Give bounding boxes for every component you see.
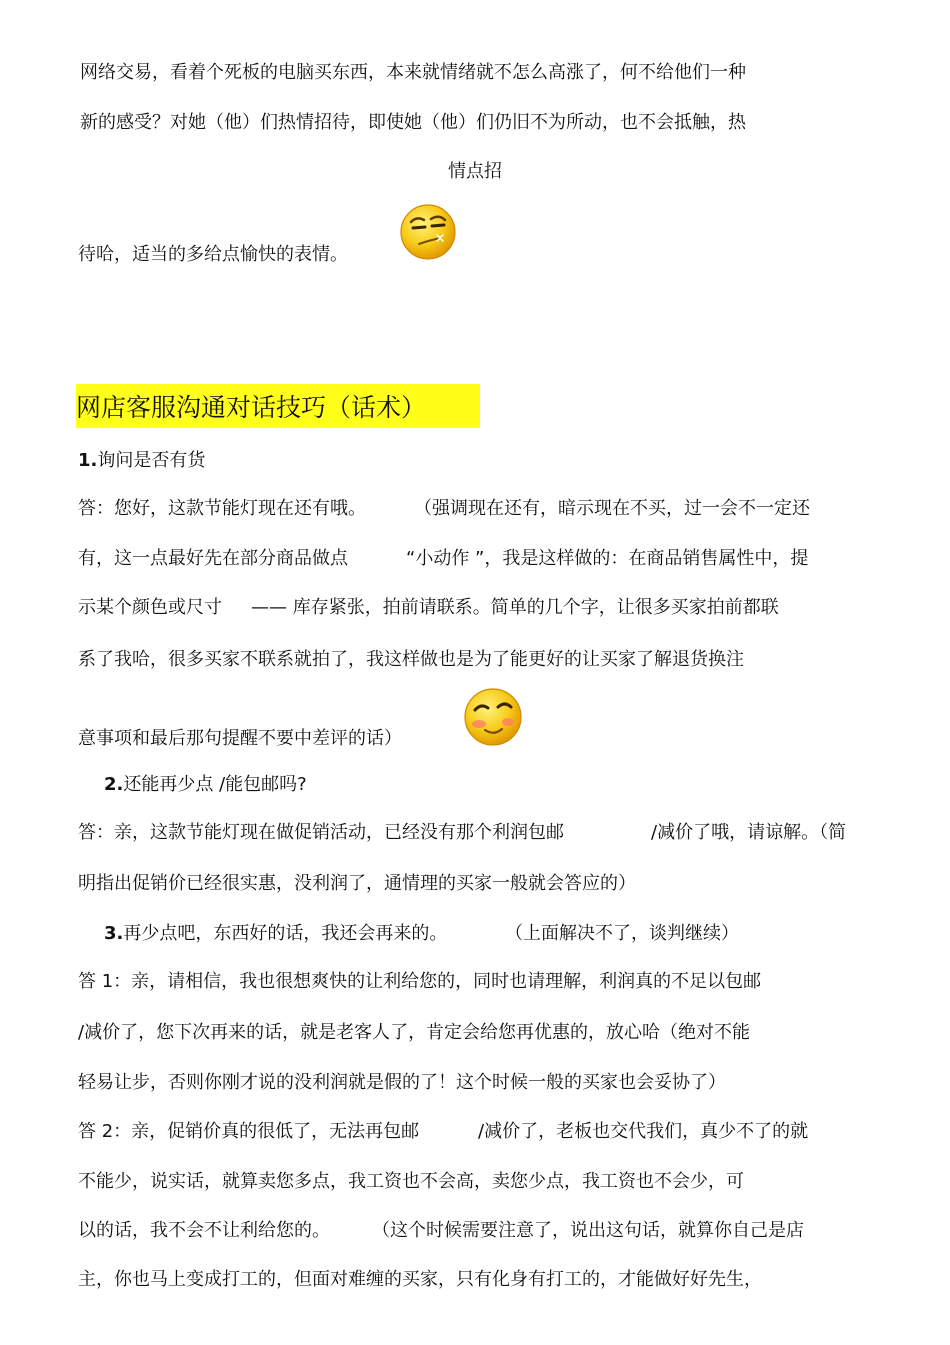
intro-line-2: 新的感受？对她（他）们热情招待，即使她（他）们仍旧不为所动，也不会抵触，热 — [80, 112, 746, 133]
answer-line: /减价了哦，请谅解。（简 — [651, 822, 847, 843]
answer-line: /减价了，老板也交代我们，真少不了的就 — [478, 1121, 809, 1142]
answer-line: （这个时候需要注意了，说出这句话，就算你自己是店 — [372, 1220, 804, 1241]
answer-line: 示某个颜色或尺寸 — [78, 597, 222, 618]
question-text: 还能再少点 /能包邮吗? — [123, 774, 307, 795]
answer-line: 答：亲，这款节能灯现在做促销活动，已经没有那个利润包邮 — [78, 822, 564, 843]
answer-line: 答 2：亲，促销价真的很低了，无法再包邮 — [78, 1121, 420, 1142]
question-number: 2. — [104, 774, 124, 795]
answer-line: 主，你也马上变成打工的，但面对难缠的买家，只有化身有打工的，才能做好好先生， — [78, 1269, 762, 1290]
answer-line: 答：您好，这款节能灯现在还有哦。 — [78, 498, 366, 519]
answer-line: 不能少，说实话，就算卖您多点，我工资也不会高，卖您少点，我工资也不会少，可 — [78, 1171, 744, 1192]
answer-line: 以的话，我不会不让利给您的。 — [78, 1220, 330, 1241]
answer-line: —— 库存紧张，拍前请联系。简单的几个字，让很多买家拍前都联 — [251, 597, 779, 618]
section-title: 网店客服沟通对话技巧（话术） — [76, 384, 480, 428]
question-2 — [104, 773, 307, 797]
answer-line: 系了我哈，很多买家不联系就拍了，我这样做也是为了能更好的让买家了解退货换注 — [78, 649, 744, 670]
intro-line-3: 情点招 — [448, 161, 502, 182]
answer-line: “小动作 ”，我是这样做的：在商品销售属性中，提 — [406, 548, 809, 569]
question-1 — [78, 449, 205, 473]
answer-line: 答 1：亲，请相信，我也很想爽快的让利给您的，同时也请理解，利润真的不足以包邮 — [78, 971, 762, 992]
intro-line-4: 待哈，适当的多给点愉快的表情。 — [78, 244, 348, 265]
answer-line: 明指出促销价已经很实惠，没利润了，通情理的买家一般就会答应的） — [78, 873, 636, 894]
question-number: 1. — [78, 450, 98, 471]
intro-line-1: 网络交易，看着个死板的电脑买东西，本来就情绪就不怎么高涨了，何不给他们一种 — [80, 62, 746, 83]
question-text: 再少点吧，东西好的话，我还会再来的。 — [123, 923, 448, 944]
question-number: 3. — [104, 923, 124, 944]
answer-line: /减价了，您下次再来的话，就是老客人了，肯定会给您再优惠的，放心哈（绝对不能 — [78, 1022, 751, 1043]
question-note: （上面解决不了，谈判继续） — [505, 923, 739, 944]
question-text: 询问是否有货 — [97, 450, 206, 471]
answer-line: 轻易让步，否则你刚才说的没利润就是假的了！这个时候一般的买家也会妥协了） — [78, 1072, 726, 1093]
question-3 — [104, 922, 447, 946]
blushing-smile-face-icon — [462, 686, 524, 748]
answer-line: 意事项和最后那句提醒不要中差评的话） — [78, 728, 402, 749]
smirk-face-icon — [397, 200, 459, 262]
answer-line: 有，这一点最好先在部分商品做点 — [78, 548, 348, 569]
answer-line: （强调现在还有，暗示现在不买，过一会不一定还 — [414, 498, 810, 519]
